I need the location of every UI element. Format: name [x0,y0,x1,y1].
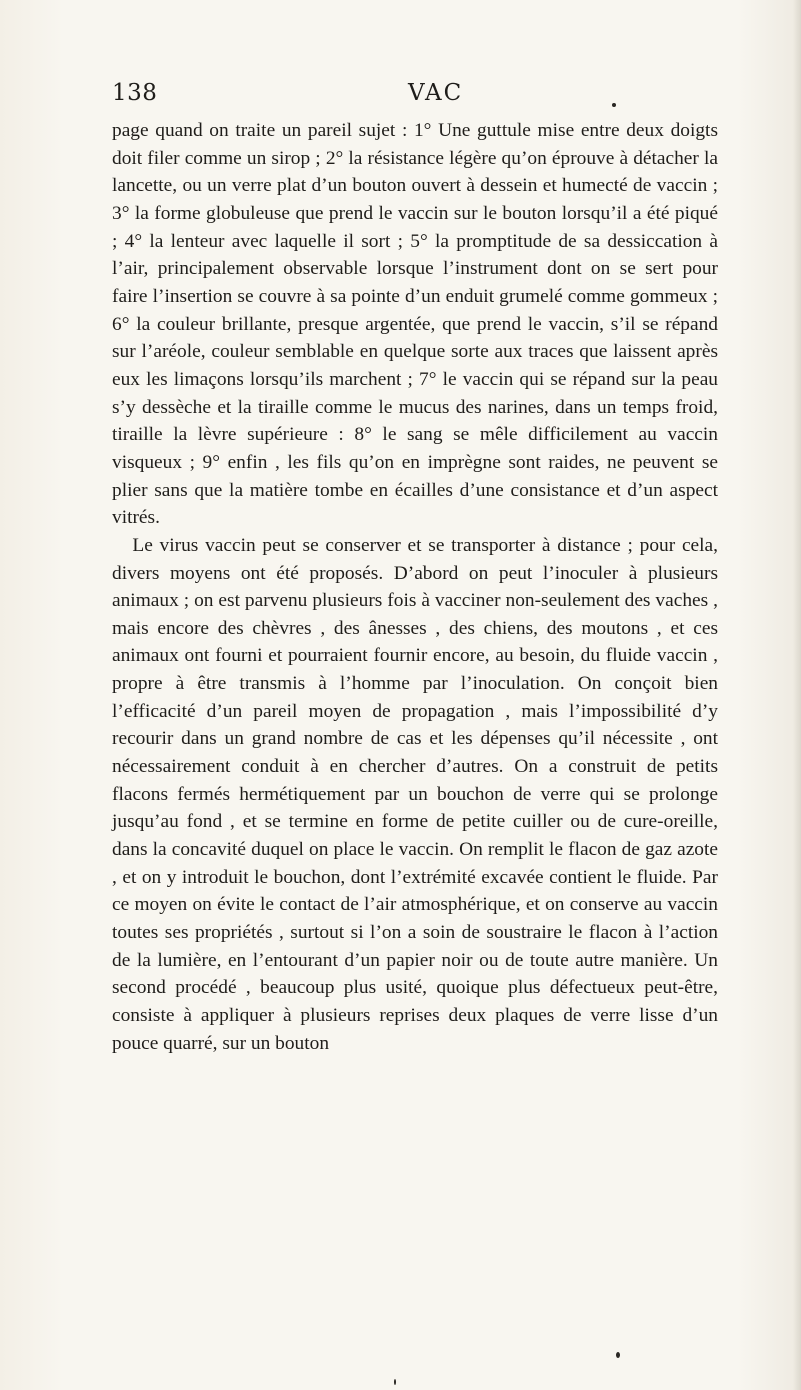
paragraph-1: page quand on traite un pareil sujet : 1° Une guttule mise entre deux doigts doit filer comme un sirop ; 2° la résistance légère qu’on éprouve à détacher la lancette, ou un verre plat d’un bouton ouvert à dessein et humecté de vaccin ; 3° la forme globuleuse que prend le vaccin sur le bouton lorsqu’il a été piqué ; 4° la lenteur avec laquelle il sort ; 5° la promptitude de sa dessiccation à l’air, principalement observable lorsque l’instrument dont on se sert pour faire l’insertion se couvre à sa pointe d’un enduit grumelé comme gommeux ; 6° la couleur brillante, presque argentée, que prend le vaccin, s’il se répand sur l’aréole, couleur semblable en quelque sorte aux traces que laissent après eux les limaçons lorsqu’ils marchent ; 7° le vaccin qui se répand sur la peau s’y dessèche et la tiraille comme le mucus des narines, dans un temps froid, tiraille la lèvre supérieure : 8° le sang se mêle difficilement au vaccin visqueux ; 9° enfin , les fils qu’on en imprègne sont raides, ne peuvent se plier sans que la matière tombe en écailles d’une consistance et d’un aspect vitrés. [112,120,718,529]
page-edge-shadow [793,0,801,1390]
page-header [112,80,718,114]
paragraph-2: Le virus vaccin peut se conserver et se transporter à distance ; pour cela, divers moyens ont été proposés. D’abord on peut l’inoculer à plusieurs animaux ; on est parvenu plusieurs fois à vacciner non-seulement des vaches , mais encore des chèvres , des ânesses , des chiens, des moutons , et ces animaux ont fourni et pourraient fournir encore, au besoin, du fluide vaccin , propre à être transmis à l’homme par l’inoculation. On conçoit bien l’efficacité d’un pareil moyen de propagation , mais l’impossibilité d’y recourir dans un grand nombre de cas et les dépenses qu’il nécessite , ont nécessairement conduit à en chercher d’autres. On a construit de petits flacons fermés hermétiquement par un bouchon de verre qui se prolonge jusqu’au fond , et se termine en forme de petite cuiller ou de cure-oreille, dans la concavité duquel on place le vaccin. On remplit le flacon de gaz azote , et on y introduit le bouchon, dont l’extrémité excavée contient le fluide. Par ce moyen on évite le contact de l’air atmosphérique, et on conserve au vaccin toutes ses propriétés , surtout si l’on a soin de soustraire le flacon à l’action de la lumière, en l’entourant d’un papier noir ou de toute autre manière. Un second procédé , beaucoup plus usité, quoique plus défectueux peut-être, consiste à appliquer à plusieurs reprises deux plaques de verre lisse d’un pouce quarré, sur un bouton [112,534,718,1054]
print-speck-bottom [616,1352,620,1358]
body-text [112,117,718,1057]
print-speck-bottom-2 [394,1379,396,1385]
page-number: 138 [112,80,158,106]
print-speck-top [612,103,616,107]
running-head: VAC [408,80,464,106]
